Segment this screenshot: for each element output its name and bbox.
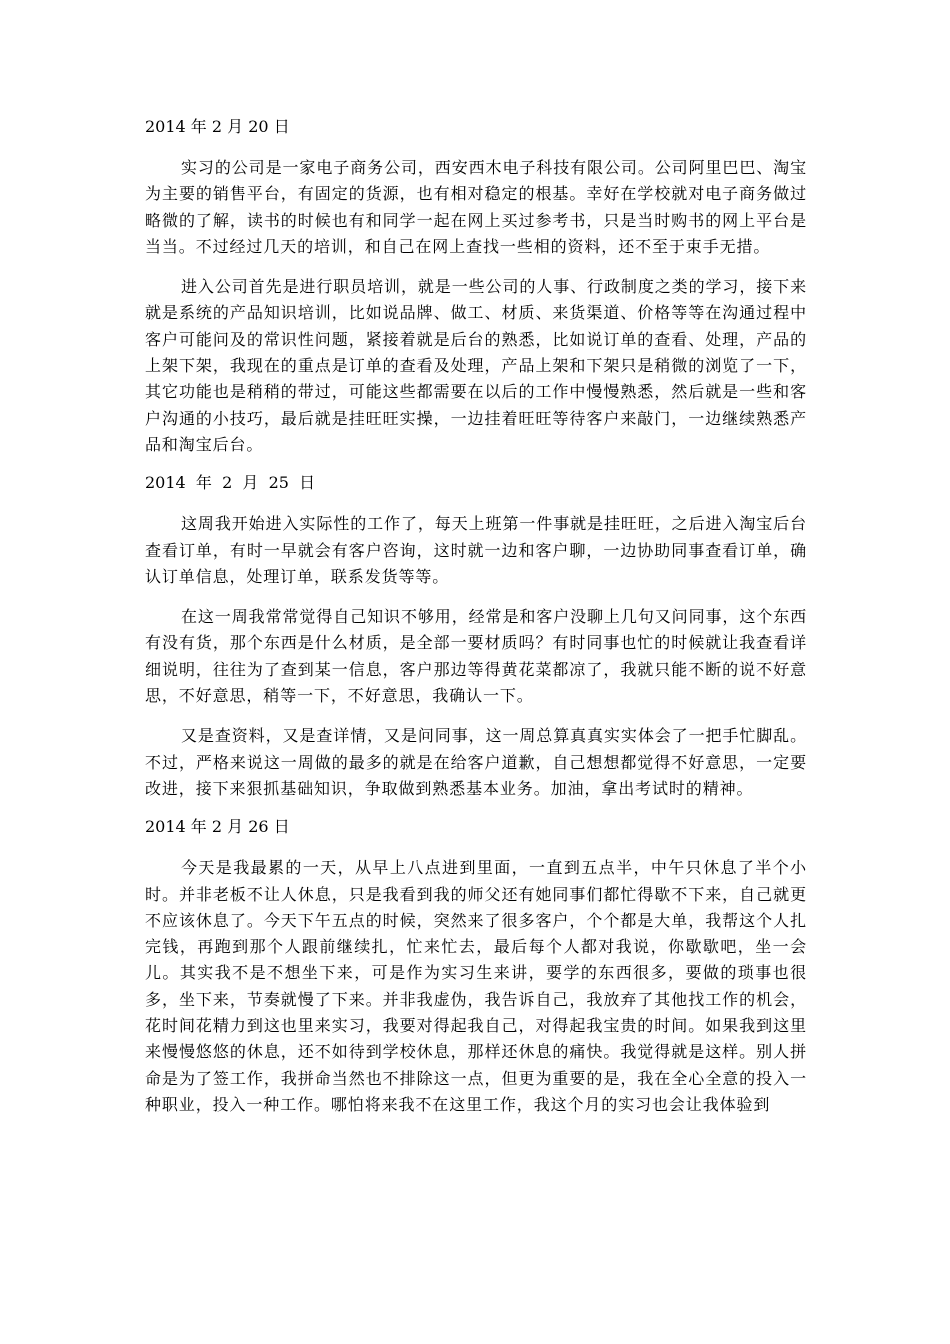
entry-date: 2014 年 2 月 20 日: [145, 117, 290, 136]
diary-entry-1: [145, 112, 807, 458]
entry-paragraph: 在这一周我常常觉得自己知识不够用，经常是和客户没聊上几句又问同事，这个东西有没有货，那个东西是什么材质，是全部一要材质吗？有时同事也忙的时候就让我查看详细说明，往往为了查到某一信息，客户那边等得黄花菜都凉了，我就只能不断的说不好意思，不好意思，稍等一下，不好意思，我确认一下。: [145, 607, 807, 706]
entry-paragraph: 这周我开始进入实际性的工作了，每天上班第一件事就是挂旺旺，之后进入淘宝后台查看订单，有时一早就会有客户咨询，这时就一边和客户聊，一边协助同事查看订单，确认订单信息，处理订单，联系发货等等。: [145, 514, 807, 586]
document-page: [145, 112, 807, 1132]
entry-paragraph: 实习的公司是一家电子商务公司，西安西木电子科技有限公司。公司阿里巴巴、淘宝为主要的销售平台，有固定的货源，也有相对稳定的根基。幸好在学校就对电子商务做过略微的了解，读书的时候也有和同学一起在网上买过参考书，只是当时购书的网上平台是当当。不过经过几天的培训，和自己在网上查找一些相的资料，还不至于束手无措。: [145, 158, 807, 256]
diary-entry-2: [145, 468, 807, 802]
entry-paragraph: 又是查资料，又是查详情，又是问同事，这一周总算真真实实体会了一把手忙脚乱。不过，严格来说这一周做的最多的就是在给客户道歉，自己想想都觉得不好意思，一定要改进，接下来狠抓基础知识，争取做到熟悉基本业务。加油，拿出考试时的精神。: [145, 726, 807, 798]
entry-paragraph: 进入公司首先是进行职员培训，就是一些公司的人事、行政制度之类的学习，接下来就是系统的产品知识培训，比如说品牌、做工、材质、来货渠道、价格等等在沟通过程中客户可能问及的常识性问题，紧接着就是后台的熟悉，比如说订单的查看、处理，产品的上架下架，我现在的重点是订单的查看及处理，产品上架和下架只是稍微的浏览了一下，其它功能也是稍稍的带过，可能这些都需要在以后的工作中慢慢熟悉，然后就是一些和客户沟通的小技巧，最后就是挂旺旺实操，一边挂着旺旺等待客户来敲门，一边继续熟悉产品和淘宝后台。: [145, 277, 807, 454]
diary-entry-3: [145, 812, 807, 1118]
entry-date: 2014 年 2 月 26 日: [145, 817, 290, 837]
entry-date: 2014 年 2 月 25 日: [145, 473, 316, 493]
entry-paragraph: 今天是我最累的一天，从早上八点进到里面，一直到五点半，中午只休息了半个小时。并非老板不让人休息，只是我看到我的师父还有她同事们都忙得歇不下来，自己就更不应该休息了。今天下午五点的时候，突然来了很多客户，个个都是大单，我帮这个人扎完钱，再跑到那个人跟前继续扎，忙来忙去，最后每个人都对我说，你歇歇吧，坐一会儿。其实我不是不想坐下来，可是作为实习生来讲，要学的东西很多，要做的琐事也很多，坐下来，节奏就慢了下来。并非我虚伪，我告诉自己，我放弃了其他找工作的机会，花时间花精力到这也里来实习，我要对得起我自己，对得起我宝贵的时间。如果我到这里来慢慢悠悠的休息，还不如待到学校休息，那样还休息的痛快。我觉得就是这样。别人拼命是为了签工作，我拼命当然也不排除这一点，但更为重要的是，我在全心全意的投入一种职业，投入一种工作。哪怕将来我不在这里工作，我这个月的实习也会让我体验到: [145, 858, 807, 1114]
